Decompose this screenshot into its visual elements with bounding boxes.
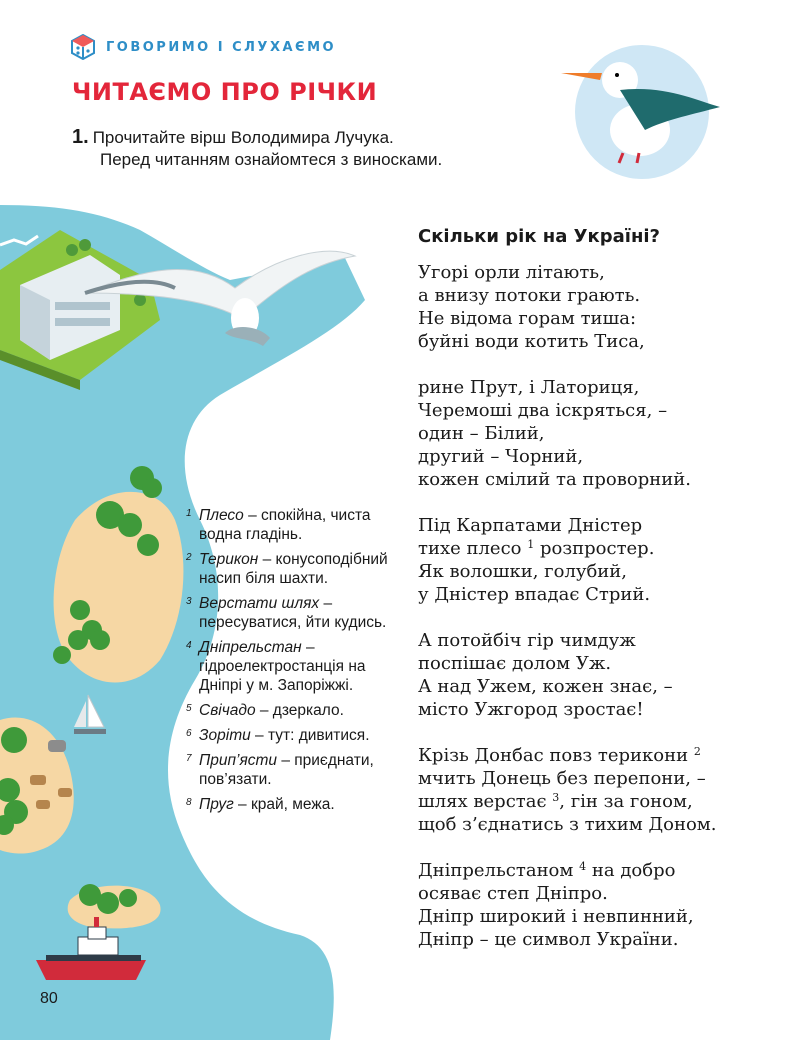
footnote bbox=[186, 701, 396, 720]
footnote-term: Верстати шлях bbox=[199, 595, 320, 612]
poem-line-part: шлях верстає bbox=[418, 791, 547, 812]
footnote-definition: – спокійна, чиста водна гладінь. bbox=[199, 507, 371, 543]
poem-line bbox=[418, 537, 788, 560]
footnote bbox=[186, 751, 396, 789]
footnotes bbox=[186, 506, 396, 820]
poem-line bbox=[418, 859, 788, 882]
task-number: 1. bbox=[72, 126, 89, 148]
poem-line: рине Прут, і Латориця, bbox=[418, 377, 640, 398]
footnote bbox=[186, 550, 396, 588]
footnote-term: Пруг bbox=[199, 796, 234, 813]
poem bbox=[418, 226, 788, 974]
footnote-term: Прип’ясти bbox=[199, 752, 278, 769]
footnote-term: Зоріти bbox=[199, 727, 251, 744]
poem-line: мчить Донець без перепони, – bbox=[418, 768, 706, 789]
poem-line: буйні води котить Тиса, bbox=[418, 331, 645, 352]
poem-line: Дніпр – це символ України. bbox=[418, 929, 679, 950]
poem-line: Під Карпатами Дністер bbox=[418, 515, 643, 536]
footnote-number: 3 bbox=[186, 596, 192, 607]
poem-line: а внизу потоки грають. bbox=[418, 285, 641, 306]
footnote-ref: 2 bbox=[693, 745, 701, 758]
task-line-2: Перед читанням ознайомтеся з виносками. bbox=[100, 150, 443, 169]
footnote-number: 7 bbox=[186, 753, 192, 764]
poem-line-part: розпростер. bbox=[539, 538, 655, 559]
poem-line: Не відома горам тиша: bbox=[418, 308, 637, 329]
footnote-number: 2 bbox=[186, 552, 192, 563]
poem-line bbox=[418, 744, 788, 767]
stanza bbox=[418, 744, 788, 836]
stanza bbox=[418, 376, 788, 491]
footnote bbox=[186, 638, 396, 695]
stanza bbox=[418, 514, 788, 606]
footnote-definition: – дзеркало. bbox=[255, 702, 344, 719]
poem-line: Як волошки, голубий, bbox=[418, 561, 628, 582]
poem-line: поспішає долом Уж. bbox=[418, 653, 612, 674]
footnote-ref: 4 bbox=[579, 860, 587, 873]
footnote-definition: – конусоподібний насип біля шахти. bbox=[199, 551, 388, 587]
poem-line: місто Ужгород зростає! bbox=[418, 699, 644, 720]
footnote-term: Терикон bbox=[199, 551, 259, 568]
poem-line: Угорі орли літають, bbox=[418, 262, 605, 283]
footnote-number: 5 bbox=[186, 703, 192, 714]
footnote-number: 8 bbox=[186, 797, 192, 808]
footnote bbox=[186, 506, 396, 544]
poem-line-part: Крізь Донбас повз терикони bbox=[418, 745, 689, 766]
dice-icon bbox=[70, 34, 96, 60]
poem-line: щоб з’єднатись з тихим Доном. bbox=[418, 814, 717, 835]
poem-line-part: тихе плесо bbox=[418, 538, 522, 559]
footnote-term: Плесо bbox=[199, 507, 244, 524]
poem-line-part: , гін за гоном, bbox=[559, 791, 693, 812]
footnote-definition: – приєднати, пов’язати. bbox=[199, 752, 374, 788]
stanza bbox=[418, 629, 788, 721]
footnote-ref: 3 bbox=[552, 791, 560, 804]
poem-line bbox=[418, 790, 788, 813]
poem-line: Дніпр широкий і невпинний, bbox=[418, 906, 694, 927]
poem-line: А потойбіч гір чимдуж bbox=[418, 630, 636, 651]
poem-line: у Дністер впадає Стрий. bbox=[418, 584, 651, 605]
poem-line-part: на добро bbox=[591, 860, 676, 881]
poem-line: кожен смілий та проворний. bbox=[418, 469, 691, 490]
footnote bbox=[186, 795, 396, 814]
poem-line: осяває степ Дніпро. bbox=[418, 883, 608, 904]
poem-line: один – Білий, bbox=[418, 423, 545, 444]
footnote-definition: – пересуватися, йти кудись. bbox=[199, 595, 387, 631]
page-number: 80 bbox=[40, 990, 58, 1007]
page-title: ЧИТАЄМО ПРО РІЧКИ bbox=[72, 78, 378, 106]
task-line-1: Прочитайте вірш Володимира Лучука. bbox=[92, 128, 394, 147]
footnote bbox=[186, 726, 396, 745]
footnote-definition: – гідроелектростанція на Дніпрі у м. Запоріжжі. bbox=[199, 639, 366, 694]
poem-line: Черемоші два іскряться, – bbox=[418, 400, 668, 421]
footnote-definition: – тут: дивитися. bbox=[250, 727, 370, 744]
section-label-text: ГОВОРИМО І СЛУХАЄМО bbox=[106, 39, 337, 55]
footnote-number: 4 bbox=[186, 640, 192, 651]
footnote-number: 1 bbox=[186, 508, 192, 519]
footnote-term: Свічадо bbox=[199, 702, 256, 719]
footnote bbox=[186, 594, 396, 632]
elephant bbox=[48, 740, 66, 752]
footnote-definition: – край, межа. bbox=[233, 796, 335, 813]
poem-line: другий – Чорний, bbox=[418, 446, 584, 467]
poem-line-part: Дніпрельстаном bbox=[418, 860, 574, 881]
poem-title: Скільки рік на Україні? bbox=[418, 226, 660, 247]
stanza bbox=[418, 859, 788, 951]
footnote-ref: 1 bbox=[527, 538, 535, 551]
footnote-number: 6 bbox=[186, 728, 192, 739]
stanza bbox=[418, 261, 788, 353]
footnote-term: Дніпрельстан bbox=[199, 639, 302, 656]
task-instruction bbox=[72, 126, 442, 171]
section-label bbox=[70, 34, 336, 60]
poem-line: А над Ужем, кожен знає, – bbox=[418, 676, 673, 697]
seagull-icon bbox=[561, 45, 720, 179]
